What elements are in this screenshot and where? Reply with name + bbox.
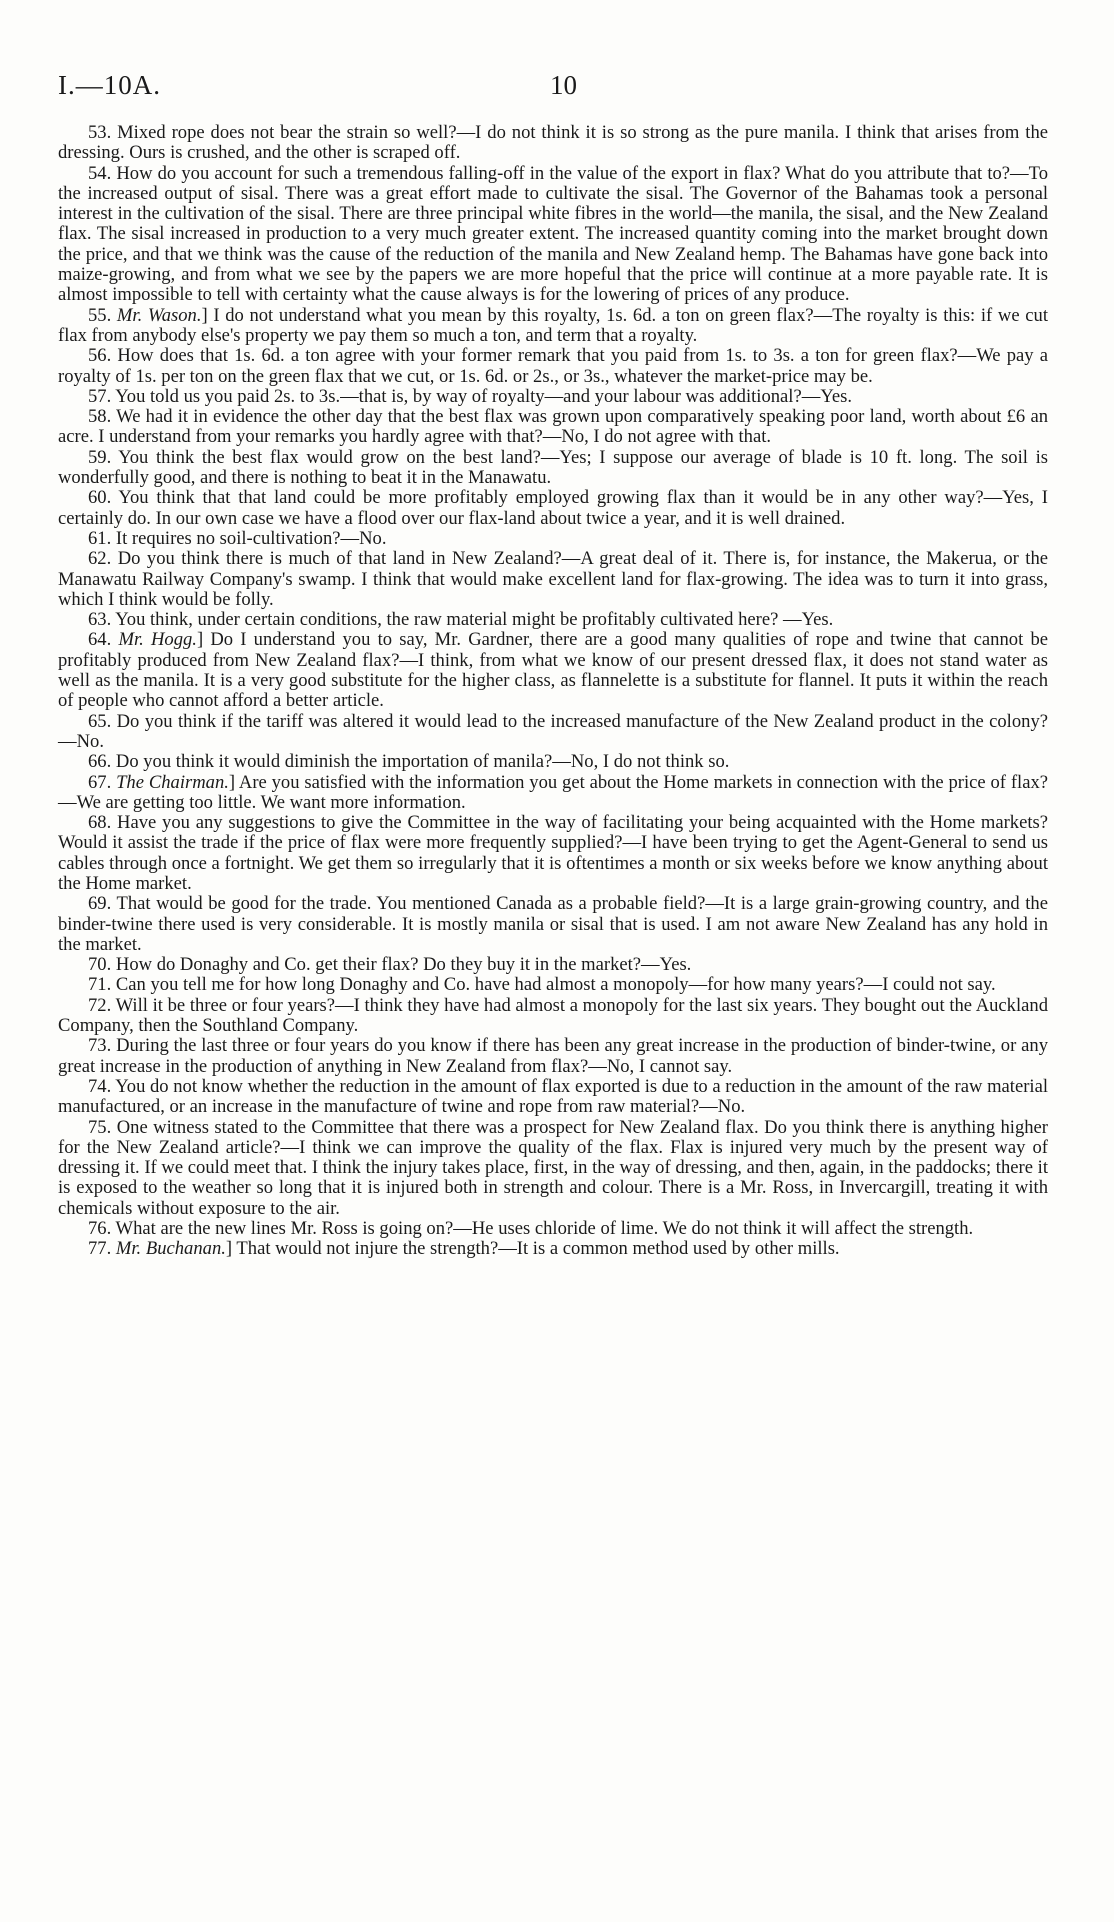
paragraph-64: 64. Mr. Hogg.] Do I understand you to say, Mr. Gardner, there are a good many qualities of rope and twine that cannot be profitably produced from New Zealand flax?—I think, from what we know of our present dressed flax, it does not stand water as well as the manila. It is a very good substitute for the higher class, as flannelette is a substitute for flannel. It puts it within the reach of people who cannot afford a better article. <box>58 629 1048 712</box>
paragraph-60: 60. You think that that land could be more profitably employed growing flax than it would be in any other way?—Yes, I certainly do. In our own case we have a flood over our flax-land about twice a year, and it is well drained. <box>58 487 1048 529</box>
document-reference: I.—10A. <box>58 70 161 100</box>
paragraph-57: 57. You told us you paid 2s. to 3s.—that is, by way of royalty—and your labour was additional?—Yes. <box>88 385 853 407</box>
paragraph-68: 68. Have you any suggestions to give the Committee in the way of facilitating your being acquainted with the Home markets? Would it assist the trade if the price of flax were more frequently supplied?—I have been trying to get the Agent-General to send us cables through once a fortnight. We get them so irregularly that it is oftentimes a month or six weeks before we know anything about the Home market. <box>58 812 1048 894</box>
paragraph-77: 77. Mr. Buchanan.] That would not injure the strength?—It is a common method used by other mills. <box>88 1238 840 1260</box>
paragraph-54: 54. How do you account for such a tremendous falling-off in the value of the export in flax? What do you attribute that to?—To the increased output of sisal. There was a great effort made to cultivate the sisal. The Governor of the Bahamas took a personal interest in the cultivation of the sisal. There are three principal white fibres in the world—the manila, the sisal, and the New Zealand flax. The sisal increased in production to a very much greater extent. The increased quantity coming into the market brought down the price, and that we think was the cause of the reduction of the manila and New Zealand hemp. The Bahamas have gone back into maize-growing, and from what we see by the papers we are more hopeful that the price will continue at a more payable rate. It is almost impossible to tell with certainty what the cause always is for the lowering of prices of any produce. <box>58 162 1048 306</box>
paragraph-72: 72. Will it be three or four years?—I think they have had almost a monopoly for the last six years. They bought out the Auckland Company, then the Southland Company. <box>58 994 1048 1037</box>
paragraph-56: 56. How does that 1s. 6d. a ton agree with your former remark that you paid from 1s. to 3s. a ton for green flax?—We pay a royalty of 1s. per ton on the green flax that we cut, or 1s. 6d. or 2s., or 3s., whatever the market-price may be. <box>58 345 1048 387</box>
paragraph-71: 71. Can you tell me for how long Donaghy and Co. have had almost a monopoly—for how many years?—I could not say. <box>88 974 996 996</box>
paragraph-63: 63. You think, under certain conditions, the raw material might be profitably cultivated here? —Yes. <box>88 609 834 631</box>
speaker-name: Mr. Hogg. <box>118 629 197 651</box>
paragraph-69: 69. That would be good for the trade. You mentioned Canada as a probable field?—It is a large grain-growing country, and the binder-twine there used is very considerable. It is mostly manila or sisal that is used. I am not aware New Zealand has any hold in the market. <box>58 893 1048 955</box>
speaker-name: Mr. Buchanan. <box>115 1238 226 1260</box>
page-number: 10 <box>550 70 577 100</box>
paragraph-76: 76. What are the new lines Mr. Ross is going on?—He uses chloride of lime. We do not think it will affect the strength. <box>88 1218 974 1240</box>
paragraph-65: 65. Do you think if the tariff was altered it would lead to the increased manufacture of the New Zealand product in the colony?—No. <box>58 710 1048 752</box>
paragraph-74: 74. You do not know whether the reduction in the amount of flax exported is due to a reduction in the amount of the raw material manufactured, or an increase in the manufacture of twine and rope from raw material?—No. <box>58 1075 1048 1118</box>
paragraph-58: 58. We had it in evidence the other day that the best flax was grown upon comparatively speaking poor land, worth about £6 an acre. I understand from your remarks you hardly agree with that?—No, I do not agree with that. <box>58 406 1048 448</box>
page-header <box>58 70 1048 106</box>
paragraph-53: 53. Mixed rope does not bear the strain so well?—I do not think it is so strong as the pure manila. I think that arises from the dressing. Ours is crushed, and the other is scraped off. <box>58 122 1048 164</box>
paragraph-59: 59. You think the best flax would grow on the best land?—Yes; I suppose our average of blade is 10 ft. long. The soil is wonderfully good, and there is nothing to beat it in the Manawatu. <box>58 446 1048 489</box>
speaker-name: The Chairman. <box>116 771 229 793</box>
paragraph-67: 67. The Chairman.] Are you satisfied with the information you get about the Home markets in connection with the price of flax?—We are getting too little. We want more information. <box>58 771 1049 813</box>
paragraph-73: 73. During the last three or four years do you know if there has been any great increase in the production of binder-twine, or any great increase in the production of anything in New Zealand from flax?—No, I cannot say. <box>58 1035 1048 1077</box>
paragraph-66: 66. Do you think it would diminish the importation of manila?—No, I do not think so. <box>88 751 730 773</box>
paragraph-55: 55. Mr. Wason.] I do not understand what you mean by this royalty, 1s. 6d. a ton on green flax?—The royalty is this: if we cut flax from anybody else's property we pay them so much a ton, and term that a royalty. <box>58 304 1048 346</box>
body-text <box>58 123 1048 1260</box>
paragraph-75: 75. One witness stated to the Committee that there was a prospect for New Zealand flax. Do you think there is anything higher for the New Zealand article?—I think we can improve the quality of the flax. Flax is injured very much by the present way of dressing it. If we could meet that. I think the injury takes place, first, in the way of dressing, and then, again, in the paddocks; there it is exposed to the weather so long that it is injured both in strength and colour. There is a Mr. Ross, in Invercargill, treating it with chemicals without exposure to the air. <box>58 1116 1048 1219</box>
paragraph-61: 61. It requires no soil-cultivation?—No. <box>88 527 387 549</box>
speaker-name: Mr. Wason. <box>116 304 202 326</box>
paragraph-62: 62. Do you think there is much of that land in New Zealand?—A great deal of it. There is, for instance, the Makerua, or the Manawatu Railway Company's swamp. I think that would make excellent land for flax-growing. The idea was to turn it into grass, which I think would be folly. <box>58 548 1048 610</box>
paragraph-70: 70. How do Donaghy and Co. get their flax? Do they buy it in the market?—Yes. <box>88 954 692 976</box>
